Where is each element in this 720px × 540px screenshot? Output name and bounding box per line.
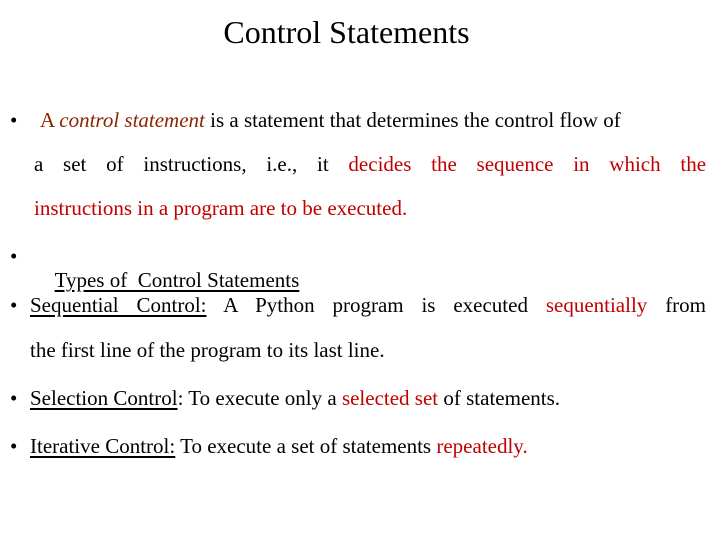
definition-line-3 — [34, 196, 407, 220]
sequential-line-1 — [30, 293, 706, 317]
sequential-text-1: A Python program is executed — [223, 293, 528, 317]
sequential-text-2: from — [665, 293, 707, 317]
definition-highlight-1: decides the sequence in which the — [348, 152, 707, 176]
iterative-highlight: repeatedly. — [436, 434, 528, 458]
bullet-dot: • — [10, 386, 18, 410]
bullet-dot: • — [10, 293, 18, 317]
sequential-label: Sequential Control: — [30, 293, 207, 317]
types-heading: Types of Control Statements — [54, 268, 300, 292]
definition-text-2: a set of instructions, i.e., it — [34, 152, 329, 176]
sequential-highlight: sequentially — [545, 293, 648, 317]
bullet-dot: • — [10, 108, 18, 132]
selection-line — [30, 386, 560, 410]
iterative-line — [30, 434, 528, 458]
definition-lead: A — [40, 108, 55, 132]
selection-colon: : — [177, 386, 184, 410]
definition-text-1: is a statement that determines the control flow of — [210, 108, 621, 132]
bullet-dot: • — [10, 434, 18, 458]
slide-title: Control Statements — [223, 14, 470, 50]
definition-line-2 — [34, 152, 706, 176]
sequential-line-2 — [30, 338, 385, 362]
selection-text-1: To execute only a — [188, 386, 337, 410]
selection-text-2: of statements. — [443, 386, 561, 410]
selection-highlight: selected set — [341, 386, 439, 410]
bullet-dot: • — [10, 244, 18, 268]
definition-highlight-2: instructions in a program are to be executed. — [34, 196, 408, 220]
iterative-text-1: To execute a set of statements — [180, 434, 432, 458]
iterative-label: Iterative Control: — [30, 434, 176, 458]
selection-label: Selection Control — [30, 386, 178, 410]
sequential-text-3: the first line of the program to its last line. — [30, 338, 385, 362]
definition-line-1 — [40, 108, 621, 132]
definition-term: control statement — [59, 108, 205, 132]
